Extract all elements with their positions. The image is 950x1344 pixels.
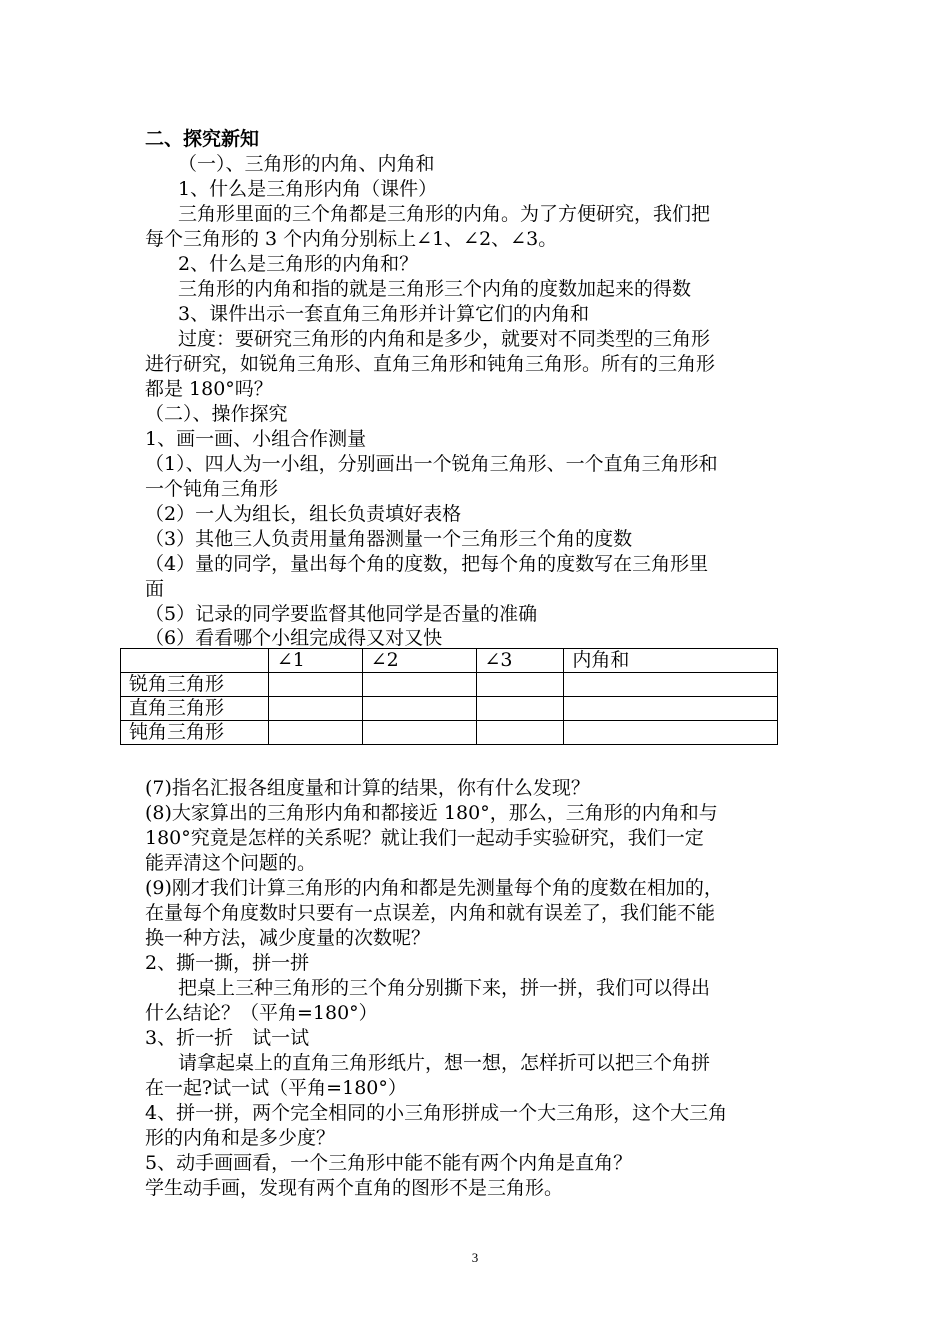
paragraph-line: （5）记录的同学要监督其他同学是否量的准确 (145, 603, 538, 625)
paragraph-line: （3）其他三人负责用量角器测量一个三角形三个角的度数 (145, 528, 633, 550)
empty-cell (268, 673, 362, 697)
paragraph-line: （6）看看哪个小组完成得又对又快 (145, 627, 443, 649)
table-header-row (121, 649, 778, 673)
paragraph-line: 进行研究，如锐角三角形、直角三角形和钝角三角形。所有的三角形 (145, 353, 716, 375)
paragraph-line: （4）量的同学，量出每个角的度数，把每个角的度数写在三角形里 (145, 553, 709, 575)
table-header-cell (121, 649, 269, 673)
paragraph-line: 在量每个角度数时只要有一点误差，内角和就有误差了，我们能不能 (145, 902, 716, 924)
table-row (121, 697, 778, 721)
paragraph-line: 请拿起桌上的直角三角形纸片，想一想，怎样折可以把三个角拼 (178, 1052, 711, 1074)
paragraph-line: 形的内角和是多少度？ (145, 1127, 336, 1149)
paragraph-line: 过度：要研究三角形的内角和是多少，就要对不同类型的三角形 (178, 328, 711, 350)
subsection-heading: （二）、操作探究 (145, 403, 288, 425)
page-number: 3 (471, 1250, 479, 1265)
paragraph-line: 都是 180°吗？ (145, 378, 273, 400)
paragraph-line: (7)指名汇报各组度量和计算的结果，你有什么发现？ (145, 777, 590, 799)
empty-cell (564, 673, 778, 697)
empty-cell (268, 697, 362, 721)
empty-cell (476, 697, 564, 721)
table-header-cell: ∠3 (476, 649, 564, 673)
empty-cell (268, 721, 362, 745)
paragraph-line: 1、画一画、小组合作测量 (145, 428, 367, 450)
paragraph-line: (8)大家算出的三角形内角和都接近 180°，那么，三角形的内角和与 (145, 802, 718, 824)
paragraph-line: (9)刚才我们计算三角形的内角和都是先测量每个角的度数在相加的， (145, 877, 723, 899)
paragraph-line: 面 (145, 578, 165, 600)
paragraph-line: 5、动手画画看，一个三角形中能不能有两个内角是直角？ (145, 1152, 633, 1174)
paragraph-line: 一个钝角三角形 (145, 478, 279, 500)
paragraph-line: 学生动手画，发现有两个直角的图形不是三角形。 (145, 1177, 564, 1199)
empty-cell (476, 721, 564, 745)
table-header-cell: ∠2 (362, 649, 476, 673)
angle-measurement-table (120, 648, 778, 745)
paragraph-line: 把桌上三种三角形的三个角分别撕下来，拼一拼，我们可以得出 (178, 977, 711, 999)
row-label-cell: 锐角三角形 (121, 673, 269, 697)
paragraph-line: 在一起?试一试（平角=180°） (145, 1077, 407, 1099)
empty-cell (362, 721, 476, 745)
empty-cell (564, 697, 778, 721)
empty-cell (564, 721, 778, 745)
row-label-cell: 直角三角形 (121, 697, 269, 721)
paragraph-line: 能弄清这个问题的。 (145, 852, 317, 874)
row-label-cell: 钝角三角形 (121, 721, 269, 745)
subsection-heading: （一）、三角形的内角、内角和 (178, 153, 435, 175)
section-heading: 二、探究新知 (145, 128, 260, 150)
paragraph-line: 换一种方法，减少度量的次数呢？ (145, 927, 431, 949)
paragraph-line: 1、什么是三角形内角（课件） (178, 178, 438, 200)
paragraph-line: 每个三角形的 3 个内角分别标上∠1、∠2、∠3。 (145, 228, 558, 250)
paragraph-line: 4、拼一拼，两个完全相同的小三角形拼成一个大三角形，这个大三角 (145, 1102, 728, 1124)
paragraph-line: 2、什么是三角形的内角和？ (178, 253, 419, 275)
paragraph-line: 什么结论？（平角=180°） (145, 1002, 378, 1024)
paragraph-line: 3、折一折 试一试 (145, 1027, 310, 1049)
paragraph-line: （1）、四人为一小组，分别画出一个锐角三角形、一个直角三角形和 (145, 453, 718, 475)
table-header-cell: 内角和 (564, 649, 778, 673)
paragraph-line: （2）一人为组长，组长负责填好表格 (145, 503, 462, 525)
paragraph-line: 3、课件出示一套直角三角形并计算它们的内角和 (178, 303, 590, 325)
table-header-cell: ∠1 (268, 649, 362, 673)
paragraph-line: 三角形的内角和指的就是三角形三个内角的度数加起来的得数 (178, 278, 692, 300)
empty-cell (362, 673, 476, 697)
paragraph-line: 2、撕一撕，拼一拼 (145, 952, 310, 974)
empty-cell (476, 673, 564, 697)
empty-cell (362, 697, 476, 721)
table-row (121, 673, 778, 697)
paragraph-line: 180°究竟是怎样的关系呢？就让我们一起动手实验研究，我们一定 (145, 827, 704, 849)
paragraph-line: 三角形里面的三个角都是三角形的内角。为了方便研究，我们把 (178, 203, 711, 225)
table-row (121, 721, 778, 745)
